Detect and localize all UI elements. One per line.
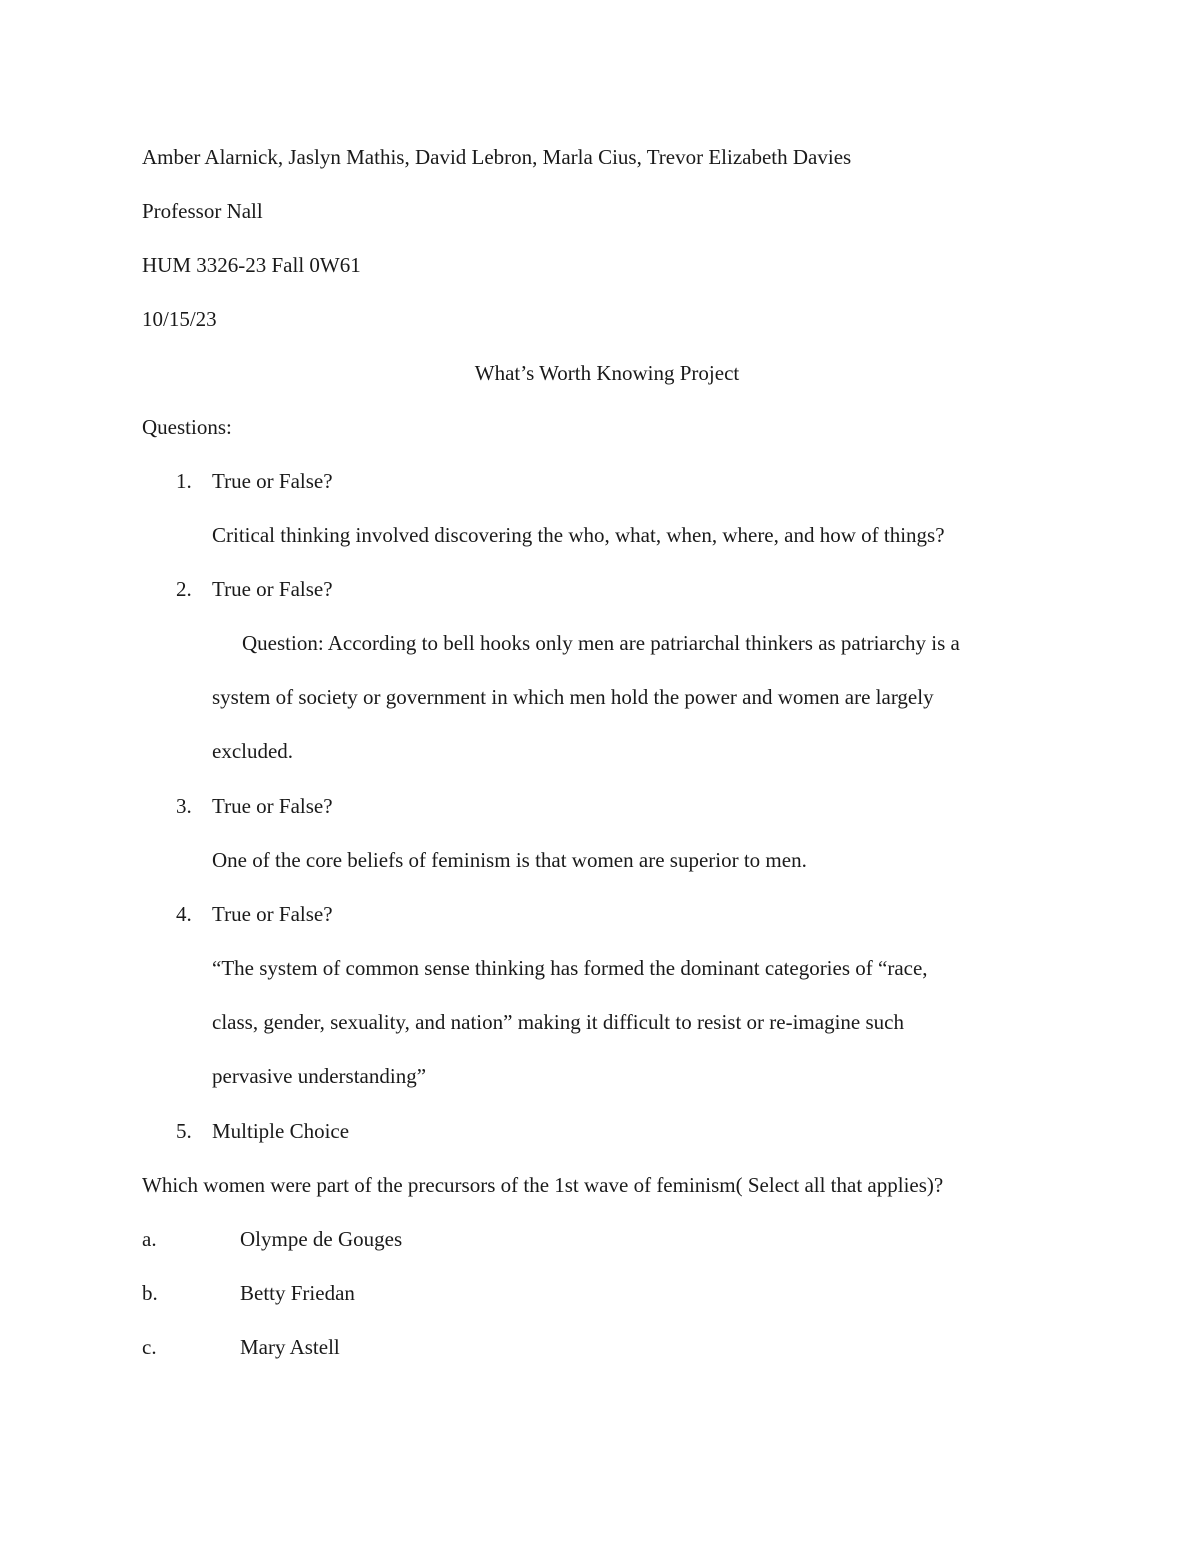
question-text: “The system of common sense thinking has formed the dominant categories of “race, (212, 956, 928, 980)
question-text: pervasive understanding” (212, 1064, 427, 1088)
option-text: Olympe de Gouges (240, 1227, 403, 1251)
questions-heading: Questions: (142, 415, 232, 439)
question-number: 4. (176, 902, 192, 926)
question-number: 3. (176, 794, 192, 818)
question-type: Multiple Choice (212, 1119, 350, 1143)
option-letter: a. (142, 1227, 157, 1251)
question-type: True or False? (212, 577, 333, 601)
authors-line: Amber Alarnick, Jaslyn Mathis, David Lebron, Marla Cius, Trevor Elizabeth Davies (142, 145, 852, 169)
option-text: Mary Astell (240, 1335, 340, 1359)
question-type: True or False? (212, 469, 333, 493)
question-text: class, gender, sexuality, and nation” making it difficult to resist or re-imagine such (212, 1010, 904, 1034)
question-text: Critical thinking involved discovering the who, what, when, where, and how of things? (212, 523, 945, 547)
option-letter: c. (142, 1335, 157, 1359)
date-line: 10/15/23 (142, 307, 217, 331)
question-text: One of the core beliefs of feminism is that women are superior to men. (212, 848, 807, 872)
document-title: What’s Worth Knowing Project (474, 361, 740, 385)
question-number: 5. (176, 1119, 192, 1143)
course-line: HUM 3326-23 Fall 0W61 (142, 253, 361, 277)
multiple-choice-prompt: Which women were part of the precursors of the 1st wave of feminism( Select all that applies)? (142, 1173, 944, 1197)
question-number: 2. (176, 577, 192, 601)
question-text: Question: According to bell hooks only men are patriarchal thinkers as patriarchy is a (242, 631, 960, 655)
option-letter: b. (142, 1281, 158, 1305)
question-text: excluded. (212, 739, 294, 763)
question-type: True or False? (212, 902, 333, 926)
option-text: Betty Friedan (240, 1281, 355, 1305)
professor-line: Professor Nall (142, 199, 263, 223)
question-number: 1. (176, 469, 192, 493)
question-text: system of society or government in which men hold the power and women are largely (212, 685, 934, 709)
question-type: True or False? (212, 794, 333, 818)
